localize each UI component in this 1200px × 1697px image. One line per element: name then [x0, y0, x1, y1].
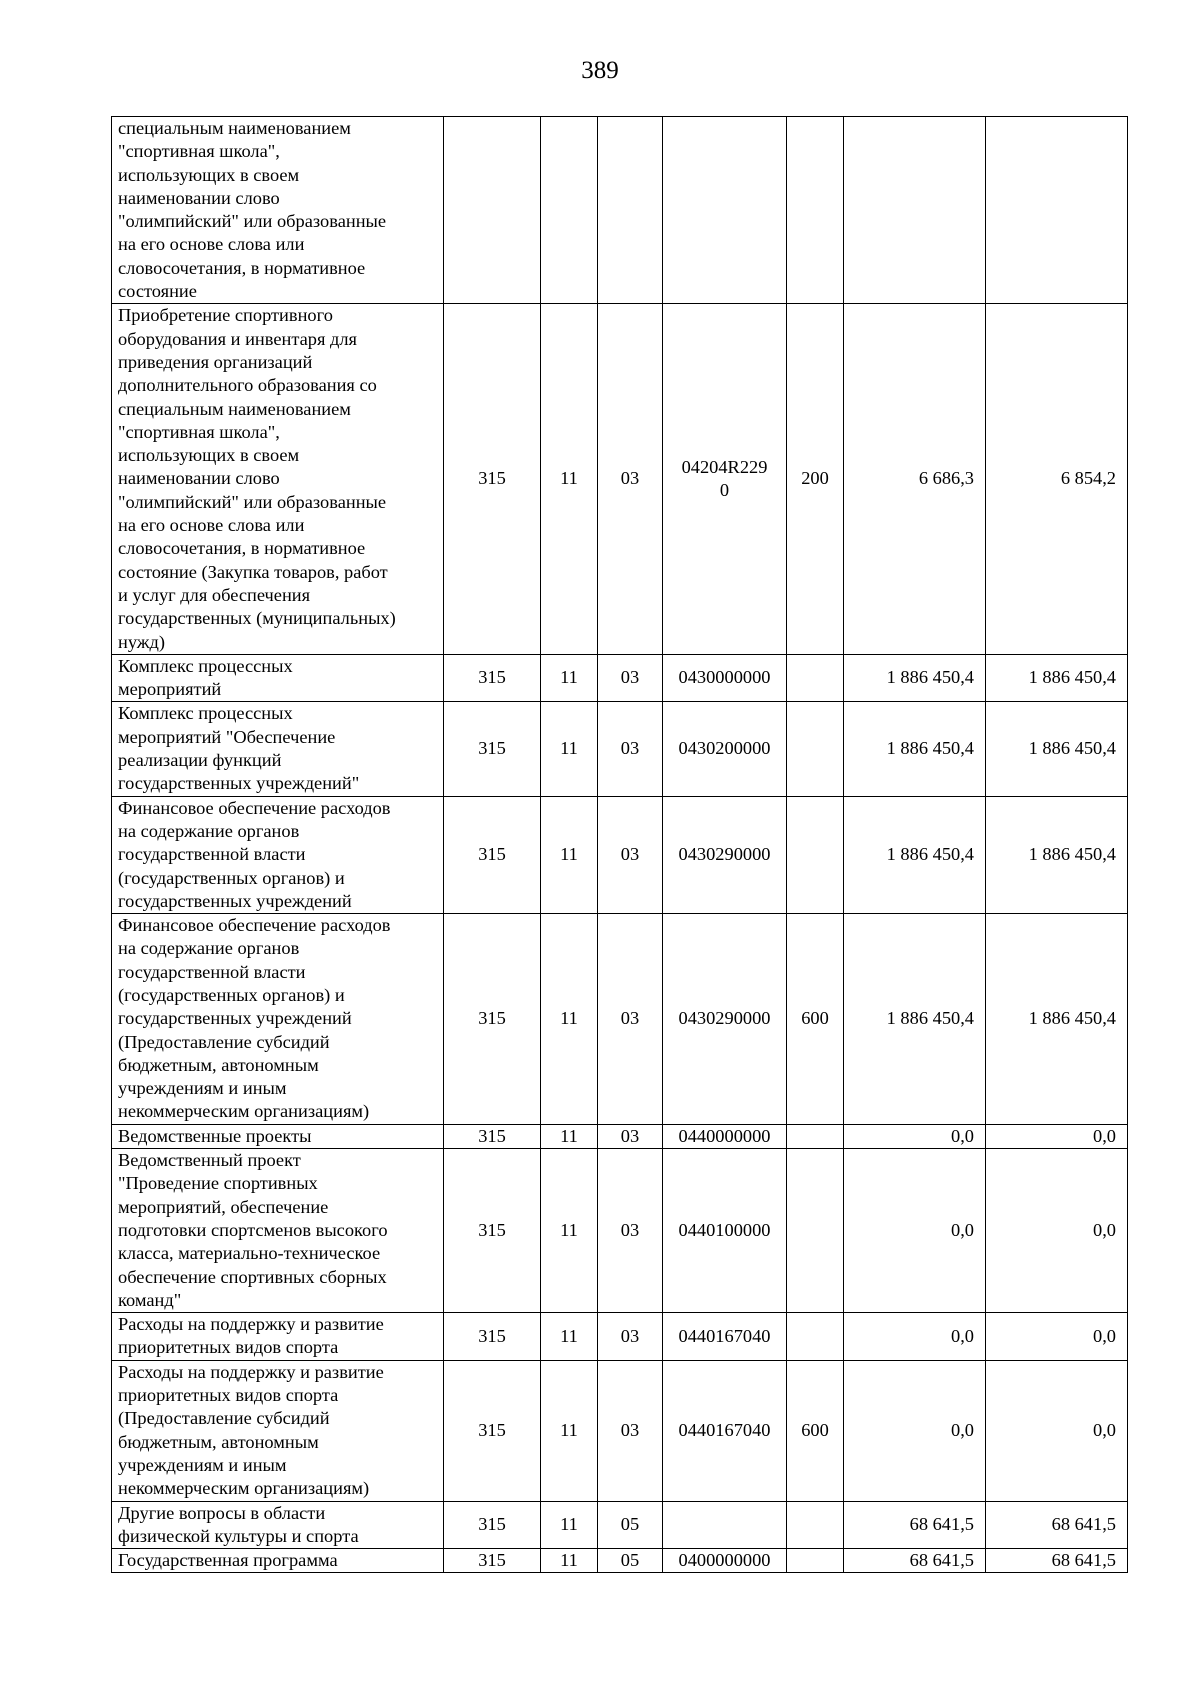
subsection-code-cell: 03: [598, 1313, 663, 1361]
table-row: [112, 1149, 1128, 1313]
section-code-cell: 11: [541, 796, 598, 913]
target-article-cell: 0400000000: [663, 1549, 787, 1573]
section-code-cell: 11: [541, 702, 598, 796]
amount-year1-cell: [844, 117, 986, 304]
item-name-cell: Ведомственные проекты: [112, 1124, 444, 1148]
target-article-cell: 0440000000: [663, 1124, 787, 1148]
amount-year2-cell: 6 854,2: [986, 304, 1128, 654]
amount-year2-cell: 0,0: [986, 1124, 1128, 1148]
subsection-code-cell: 05: [598, 1501, 663, 1549]
expense-type-cell: [787, 1549, 844, 1573]
item-name-cell: Другие вопросы в области физической культуры и спорта: [112, 1501, 444, 1549]
target-article-cell: 0430290000: [663, 796, 787, 913]
expense-type-cell: [787, 796, 844, 913]
amount-year2-cell: 1 886 450,4: [986, 702, 1128, 796]
department-code-cell: 315: [444, 914, 541, 1125]
item-name-cell: Комплекс процессных мероприятий "Обеспечение реализации функций государственных учреждений": [112, 702, 444, 796]
target-article-cell: 04204R229 0: [663, 304, 787, 654]
amount-year1-cell: 1 886 450,4: [844, 914, 986, 1125]
table-row: [112, 117, 1128, 304]
amount-year1-cell: 0,0: [844, 1360, 986, 1501]
subsection-code-cell: 03: [598, 1149, 663, 1313]
subsection-code-cell: 03: [598, 796, 663, 913]
target-article-cell: [663, 1501, 787, 1549]
item-name-cell: Финансовое обеспечение расходов на содержание органов государственной власти (государственных органов) и государственных учреждений: [112, 796, 444, 913]
budget-table: [111, 116, 1128, 1573]
amount-year2-cell: [986, 117, 1128, 304]
amount-year2-cell: 0,0: [986, 1360, 1128, 1501]
section-code-cell: 11: [541, 1360, 598, 1501]
item-name-cell: Расходы на поддержку и развитие приоритетных видов спорта (Предоставление субсидий бюджетным, автономным учреждениям и иным некоммерческим организациям): [112, 1360, 444, 1501]
section-code-cell: 11: [541, 654, 598, 702]
item-name-cell: Государственная программа: [112, 1549, 444, 1573]
item-name-cell: Расходы на поддержку и развитие приоритетных видов спорта: [112, 1313, 444, 1361]
amount-year2-cell: 0,0: [986, 1149, 1128, 1313]
department-code-cell: 315: [444, 1501, 541, 1549]
section-code-cell: 11: [541, 1124, 598, 1148]
subsection-code-cell: 03: [598, 702, 663, 796]
department-code-cell: 315: [444, 304, 541, 654]
item-name-cell: Ведомственный проект "Проведение спортивных мероприятий, обеспечение подготовки спортсменов высокого класса, материально-техническое обеспечение спортивных сборных команд": [112, 1149, 444, 1313]
amount-year1-cell: 1 886 450,4: [844, 796, 986, 913]
amount-year2-cell: 1 886 450,4: [986, 654, 1128, 702]
amount-year1-cell: 0,0: [844, 1313, 986, 1361]
expense-type-cell: [787, 702, 844, 796]
amount-year1-cell: 0,0: [844, 1124, 986, 1148]
amount-year2-cell: 1 886 450,4: [986, 914, 1128, 1125]
amount-year1-cell: 6 686,3: [844, 304, 986, 654]
amount-year1-cell: 1 886 450,4: [844, 654, 986, 702]
expense-type-cell: 600: [787, 1360, 844, 1501]
expense-type-cell: 200: [787, 304, 844, 654]
amount-year2-cell: 68 641,5: [986, 1549, 1128, 1573]
table-row: [112, 796, 1128, 913]
budget-table-body: [112, 117, 1128, 1573]
target-article-cell: 0430290000: [663, 914, 787, 1125]
expense-type-cell: [787, 1313, 844, 1361]
amount-year2-cell: 1 886 450,4: [986, 796, 1128, 913]
department-code-cell: 315: [444, 654, 541, 702]
item-name-cell: Финансовое обеспечение расходов на содержание органов государственной власти (государственных органов) и государственных учреждений (Предоставление субсидий бюджетным, автономным учреждениям и иным некоммерческим организациям): [112, 914, 444, 1125]
amount-year1-cell: 0,0: [844, 1149, 986, 1313]
department-code-cell: [444, 117, 541, 304]
target-article-cell: 0440167040: [663, 1313, 787, 1361]
table-row: [112, 1124, 1128, 1148]
amount-year1-cell: 68 641,5: [844, 1549, 986, 1573]
subsection-code-cell: 03: [598, 654, 663, 702]
target-article-cell: 0430000000: [663, 654, 787, 702]
subsection-code-cell: [598, 117, 663, 304]
table-row: [112, 1549, 1128, 1573]
target-article-cell: 0440100000: [663, 1149, 787, 1313]
table-row: [112, 702, 1128, 796]
subsection-code-cell: 03: [598, 1360, 663, 1501]
department-code-cell: 315: [444, 796, 541, 913]
amount-year1-cell: 68 641,5: [844, 1501, 986, 1549]
subsection-code-cell: 05: [598, 1549, 663, 1573]
section-code-cell: 11: [541, 1149, 598, 1313]
expense-type-cell: [787, 654, 844, 702]
subsection-code-cell: 03: [598, 914, 663, 1125]
department-code-cell: 315: [444, 1313, 541, 1361]
target-article-cell: 0440167040: [663, 1360, 787, 1501]
section-code-cell: [541, 117, 598, 304]
section-code-cell: 11: [541, 1501, 598, 1549]
table-row: [112, 654, 1128, 702]
department-code-cell: 315: [444, 1360, 541, 1501]
section-code-cell: 11: [541, 1549, 598, 1573]
target-article-cell: [663, 117, 787, 304]
section-code-cell: 11: [541, 914, 598, 1125]
section-code-cell: 11: [541, 304, 598, 654]
page-number: 389: [581, 57, 619, 84]
section-code-cell: 11: [541, 1313, 598, 1361]
amount-year1-cell: 1 886 450,4: [844, 702, 986, 796]
table-row: [112, 1313, 1128, 1361]
amount-year2-cell: 0,0: [986, 1313, 1128, 1361]
department-code-cell: 315: [444, 1124, 541, 1148]
expense-type-cell: [787, 117, 844, 304]
department-code-cell: 315: [444, 1149, 541, 1313]
expense-type-cell: [787, 1501, 844, 1549]
item-name-cell: Приобретение спортивного оборудования и инвентаря для приведения организаций дополнительного образования со специальным наименованием "спортивная школа", использующих в своем наименовании слово "олимпийский" или образованные на его основе слова или словосочетания, в нормативное состояние (Закупка товаров, работ и услуг для обеспечения государственных (муниципальных) нужд): [112, 304, 444, 654]
department-code-cell: 315: [444, 702, 541, 796]
subsection-code-cell: 03: [598, 304, 663, 654]
subsection-code-cell: 03: [598, 1124, 663, 1148]
item-name-cell: специальным наименованием "спортивная школа", использующих в своем наименовании слово "олимпийский" или образованные на его основе слова или словосочетания, в нормативное состояние: [112, 117, 444, 304]
table-row: [112, 1360, 1128, 1501]
amount-year2-cell: 68 641,5: [986, 1501, 1128, 1549]
table-row: [112, 1501, 1128, 1549]
target-article-cell: 0430200000: [663, 702, 787, 796]
table-row: [112, 914, 1128, 1125]
expense-type-cell: 600: [787, 914, 844, 1125]
item-name-cell: Комплекс процессных мероприятий: [112, 654, 444, 702]
table-row: [112, 304, 1128, 654]
department-code-cell: 315: [444, 1549, 541, 1573]
expense-type-cell: [787, 1124, 844, 1148]
expense-type-cell: [787, 1149, 844, 1313]
